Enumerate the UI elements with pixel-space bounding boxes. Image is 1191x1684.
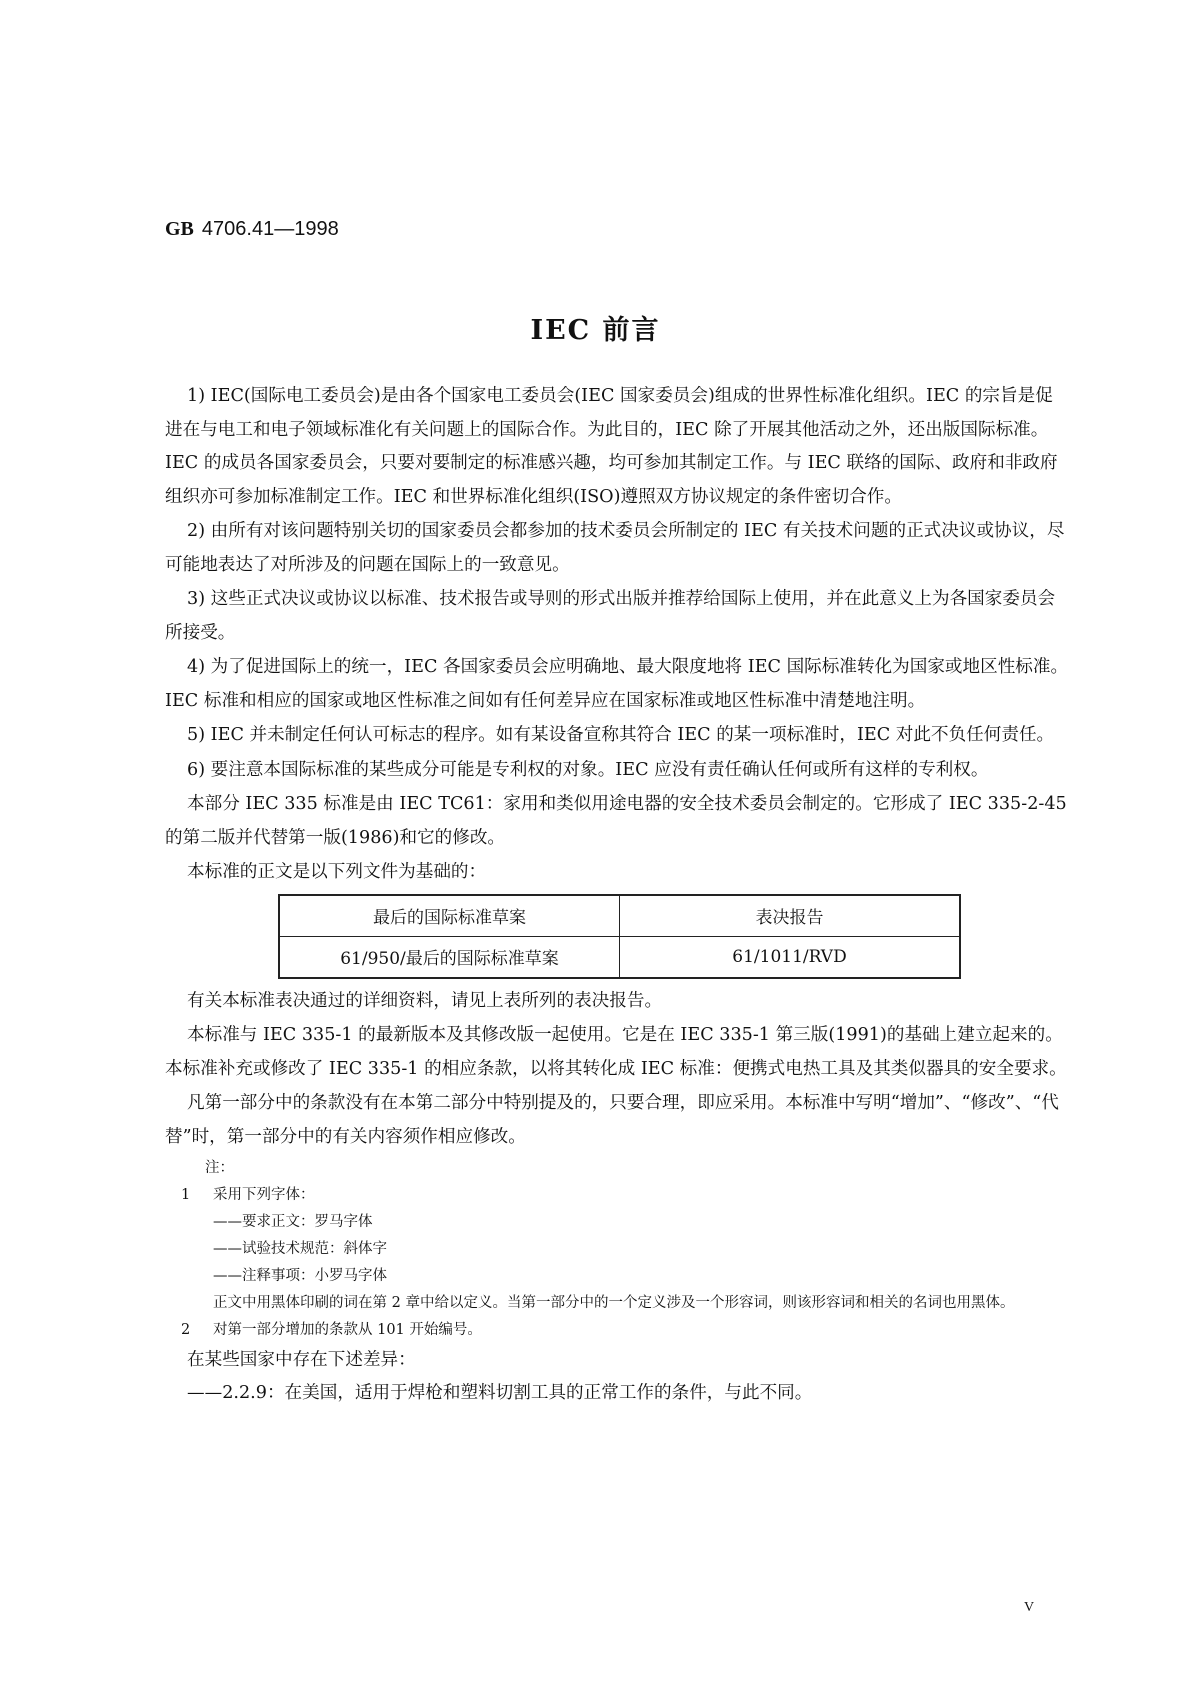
paragraph-6: 6) 要注意本国际标准的某些成分可能是专利权的对象。IEC 应没有责任确认任何或所有这样的专利权。 bbox=[187, 759, 989, 780]
differences-item: ——2.2.9：在美国，适用于焊枪和塑料切割工具的正常工作的条件，与此不同。 bbox=[187, 1383, 813, 1403]
page-title: IEC 前言 bbox=[530, 315, 661, 346]
note-item-2 bbox=[165, 1317, 1070, 1344]
table-header-row bbox=[279, 895, 960, 937]
note-definition-text: 正文中用黑体印刷的词在第 2 章中给以定义。当第一部分中的一个定义涉及一个形容词，则该形容词和相关的名词也用黑体。 bbox=[213, 1295, 1015, 1311]
standard-number: 4706.41—1998 bbox=[201, 218, 339, 240]
paragraph-committee: 本部分 IEC 335 标准是由 IEC TC61：家用和类似用途电器的安全技术委员会制定的。它形成了 IEC 335-2-45 的第二版并代替第一版(1986)和它的修改。 bbox=[165, 794, 1067, 848]
table-cell: 61/950/最后的国际标准草案 bbox=[279, 936, 620, 978]
paragraph-5: 5) IEC 并未制定任何认可标志的程序。如有某设备宣称其符合 IEC 的某一项标准时，IEC 对此不负任何责任。 bbox=[187, 725, 1055, 745]
table-cell: 61/1011/RVD bbox=[620, 936, 961, 978]
table-header-cell: 表决报告 bbox=[620, 895, 961, 937]
note-number: 1 bbox=[181, 1187, 191, 1203]
paragraph-basis: 本标准的正文是以下列文件为基础的： bbox=[187, 862, 487, 882]
note-item-1 bbox=[165, 1182, 1070, 1209]
paragraph-voting-info: 有关本标准表决通过的详细资料，请见上表所列的表决报告。 bbox=[187, 990, 663, 1011]
table-header-cell: 最后的国际标准草案 bbox=[279, 895, 620, 937]
paragraph-4: 4) 为了促进国际上的统一，IEC 各国家委员会应明确地、最大限度地将 IEC 国际标准转化为国家或地区性标准。IEC 标准和相应的国家或地区性标准之间如有任何差异应在国家标准或地区性标准中清楚地注明。 bbox=[165, 657, 1069, 711]
font-item: ——试验技术规范：斜体字 bbox=[213, 1241, 387, 1257]
paragraph-3: 3) 这些正式决议或协议以标准、技术报告或导则的形式出版并推荐给国际上使用，并在此意义上为各国家委员会所接受。 bbox=[165, 589, 1056, 643]
paragraph-usage: 本标准与 IEC 335-1 的最新版本及其修改版一起使用。它是在 IEC 335-1 第三版(1991)的基础上建立起来的。本标准补充或修改了 IEC 335-1 的相应条款，以将其转化成 IEC 标准：便携式电热工具及其类似器具的安全要求。 bbox=[165, 1025, 1067, 1079]
note-text: 对第一部分增加的条款从 101 开始编号。 bbox=[213, 1322, 482, 1338]
font-item: ——注释事项：小罗马字体 bbox=[213, 1268, 387, 1284]
body-text bbox=[165, 380, 1070, 1410]
notes-section bbox=[165, 1155, 1070, 1344]
note-text: 采用下列字体： bbox=[213, 1187, 315, 1203]
differences-intro: 在某些国家中存在下述差异： bbox=[187, 1350, 416, 1370]
font-item: ——要求正文：罗马字体 bbox=[213, 1214, 373, 1230]
paragraph-2: 2) 由所有对该问题特别关切的国家委员会都参加的技术委员会所制定的 IEC 有关技术问题的正式决议或协议，尽可能地表达了对所涉及的问题在国际上的一致意见。 bbox=[165, 521, 1065, 575]
paragraph-1: 1) IEC(国际电工委员会)是由各个国家电工委员会(IEC 国家委员会)组成的世界性标准化组织。IEC 的宗旨是促进在与电工和电子领域标准化有关问题上的国际合作。为此目的，IEC 除了开展其他活动之外，还出版国际标准。IEC 的成员各国家委员会，只要对要制定的标准感兴趣，均可参加其制定工作。与 IEC 联络的国际、政府和非政府组织亦可参加标准制定工作。IEC 和世界标准化组织(ISO)遵照双方协议规定的条件密切合作。 bbox=[165, 386, 1058, 507]
standard-code bbox=[165, 218, 339, 241]
standard-prefix: GB bbox=[165, 218, 194, 240]
voting-documents-table bbox=[278, 894, 961, 979]
paragraph-part-one: 凡第一部分中的条款没有在本第二部分中特别提及的，只要合理，即应采用。本标准中写明“增加”、“修改”、“代替”时，第一部分中的有关内容须作相应修改。 bbox=[165, 1093, 1059, 1147]
notes-label: 注： bbox=[205, 1160, 234, 1176]
note-number: 2 bbox=[181, 1322, 191, 1338]
table-row bbox=[279, 936, 960, 978]
page-number: V bbox=[1024, 1600, 1035, 1615]
